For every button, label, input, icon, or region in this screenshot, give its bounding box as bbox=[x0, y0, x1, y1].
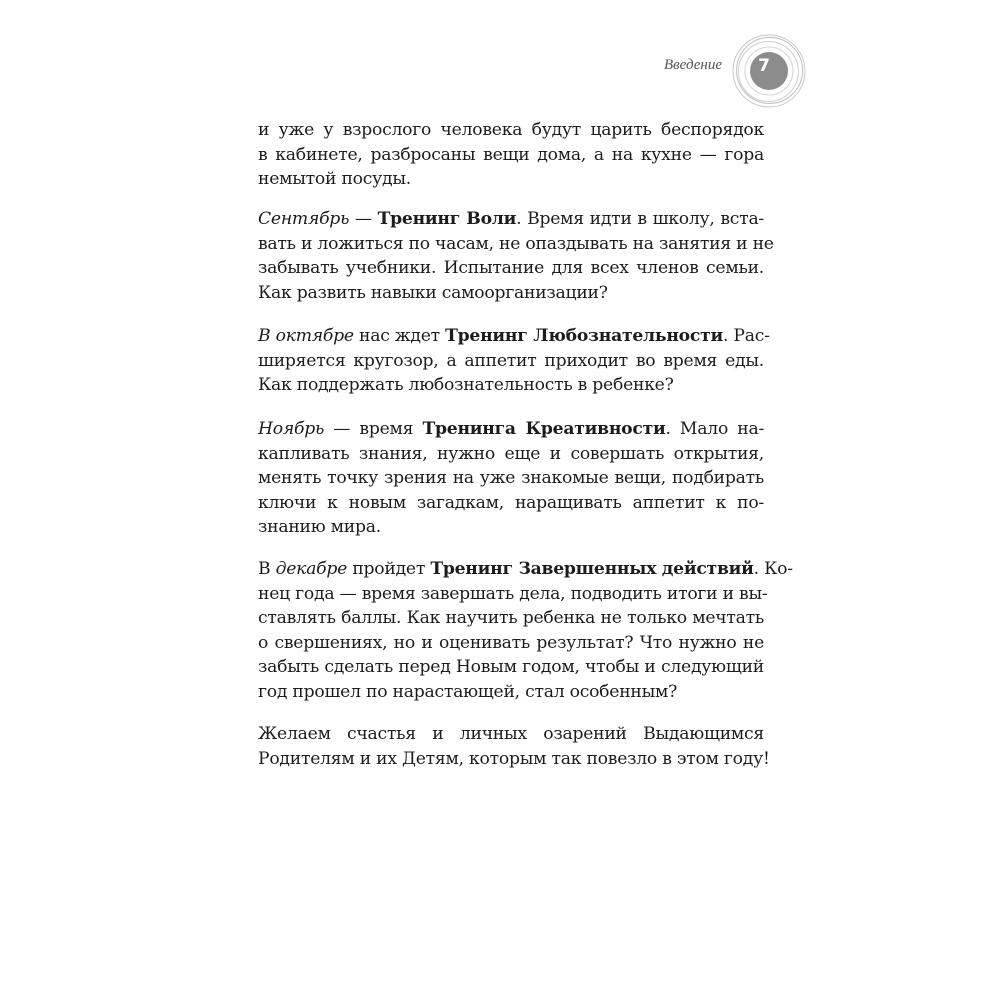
text-run: капливать знания, нужно еще и совершать открытия, bbox=[258, 443, 764, 464]
paragraph-1 bbox=[258, 118, 764, 192]
text-line bbox=[258, 515, 764, 540]
text-run: в кабинете, разбросаны вещи дома, а на кухне — гора bbox=[258, 144, 764, 165]
text-line bbox=[258, 324, 770, 349]
text-run: . Время идти в школу, вста- bbox=[516, 209, 764, 229]
paragraph-5 bbox=[258, 557, 793, 704]
paragraph-4 bbox=[258, 417, 764, 540]
text-line bbox=[258, 655, 764, 680]
text-run: вать и ложиться по часам, не опаздывать на занятия и не bbox=[258, 233, 774, 254]
text-run: . Ко- bbox=[753, 559, 793, 579]
text-run: Родителям и их Детям, которым так повезло в этом году! bbox=[258, 748, 770, 769]
text-run: ставлять баллы. Как научить ребенка не только мечтать bbox=[258, 608, 764, 628]
text-run: немытой посуды. bbox=[258, 169, 411, 189]
text-run: . Мало на- bbox=[665, 419, 765, 439]
bold-text: Тренинг Воли bbox=[377, 209, 517, 229]
text-run: — время bbox=[324, 419, 423, 439]
text-run: . Рас- bbox=[723, 326, 770, 346]
text-run: забыть сделать перед Новым годом, чтобы и следующий bbox=[258, 657, 764, 677]
text-run: знанию мира. bbox=[258, 517, 381, 537]
italic-text: Сентябрь bbox=[258, 209, 350, 229]
text-run: менять точку зрения на уже знакомые вещи, подбирать bbox=[258, 468, 764, 488]
text-run: год прошел по нарастающей, стал особенным? bbox=[258, 681, 678, 702]
text-line bbox=[258, 207, 764, 232]
text-run: Как развить навыки самоорганизации? bbox=[258, 282, 608, 303]
text-run: и уже у взрослого человека будут царить беспорядок bbox=[258, 120, 764, 140]
text-line bbox=[258, 631, 764, 656]
italic-text: декабре bbox=[275, 559, 348, 579]
text-line bbox=[258, 232, 774, 257]
text-line bbox=[258, 466, 764, 491]
text-run: ключи к новым загадкам, наращивать аппетит к по- bbox=[258, 492, 764, 513]
paragraph-2 bbox=[258, 207, 774, 305]
text-line bbox=[258, 442, 764, 467]
text-run: пройдет bbox=[347, 559, 431, 579]
text-run: Желаем счастья и личных озарений Выдающимся bbox=[258, 724, 764, 744]
text-run: нас ждет bbox=[353, 326, 446, 346]
text-line bbox=[258, 491, 764, 516]
text-line bbox=[258, 557, 793, 582]
bold-text: Тренинг Любознательности bbox=[445, 326, 723, 346]
text-run: — bbox=[349, 209, 378, 229]
text-line bbox=[258, 143, 764, 168]
text-run: нец года — время завершать дела, подводить итоги и вы- bbox=[258, 583, 768, 604]
bold-text: Тренинг Завершенных действий bbox=[430, 559, 754, 579]
italic-text: Ноябрь bbox=[258, 419, 325, 439]
text-line bbox=[258, 417, 764, 442]
text-line bbox=[258, 747, 770, 772]
text-line bbox=[258, 606, 764, 631]
text-run: забывать учебники. Испытание для всех членов семьи. bbox=[258, 258, 764, 278]
text-line bbox=[258, 373, 764, 398]
text-run: ширяется кругозор, а аппетит приходит во время еды. bbox=[258, 350, 764, 371]
paragraph-3 bbox=[258, 324, 770, 398]
text-run: о свершениях, но и оценивать результат? Что нужно не bbox=[258, 632, 764, 653]
text-line bbox=[258, 680, 764, 705]
paragraph-6 bbox=[258, 722, 770, 771]
text-line bbox=[258, 256, 764, 281]
text-line bbox=[258, 722, 764, 747]
bold-text: Тренинга Креативности bbox=[422, 419, 666, 439]
text-line bbox=[258, 281, 764, 306]
text-line bbox=[258, 582, 768, 607]
text-line bbox=[258, 118, 764, 143]
text-run: Как поддержать любознательность в ребенке? bbox=[258, 375, 674, 395]
text-run: В bbox=[258, 559, 276, 579]
italic-text: В октябре bbox=[258, 326, 354, 346]
page-number: 7 bbox=[758, 56, 770, 76]
text-line bbox=[258, 349, 764, 374]
text-line bbox=[258, 167, 764, 192]
running-header-title: Введение bbox=[664, 57, 722, 73]
